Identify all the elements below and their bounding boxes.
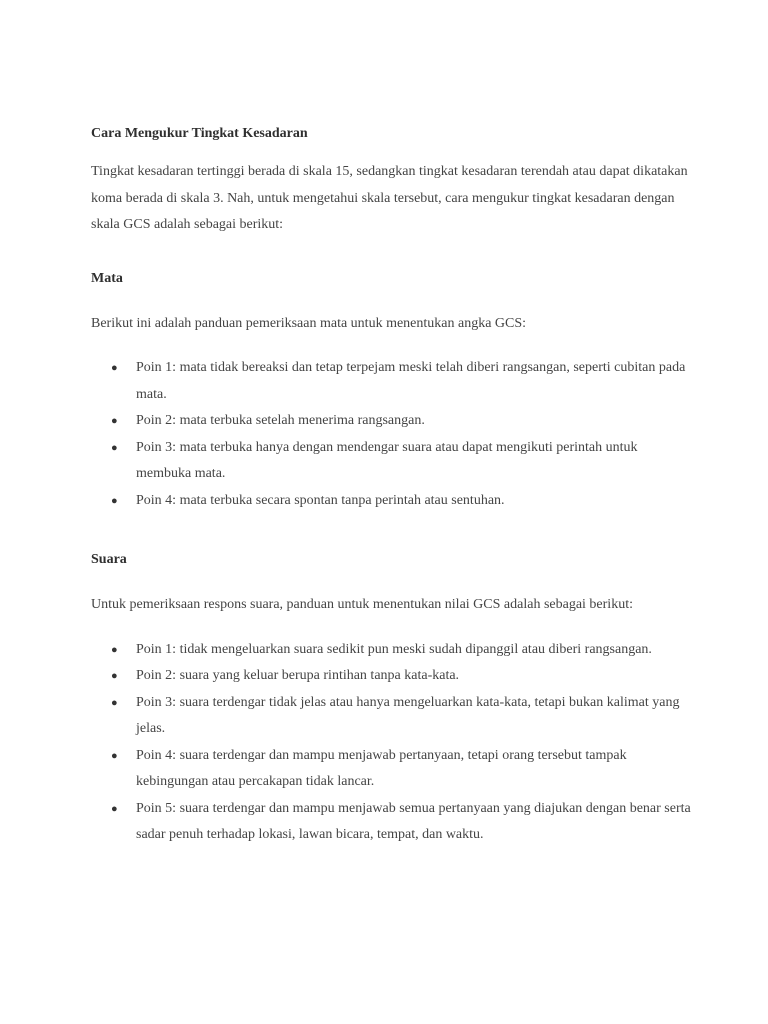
list-item — [91, 355, 691, 408]
bullet-icon: ● — [111, 696, 118, 709]
list-item-text: Poin 4: mata terbuka secara spontan tanpa perintah atau sentuhan. — [136, 492, 505, 508]
bullet-list-suara — [91, 637, 691, 849]
intro-paragraph: Tingkat kesadaran tertinggi berada di skala 15, sedangkan tingkat kesadaran terendah atau dapat dikatakan koma berada di skala 3. Nah, untuk mengetahui skala tersebut, cara mengukur tingkat kesadaran dengan skala GCS adalah sebagai berikut: — [91, 164, 688, 232]
list-item — [91, 408, 691, 435]
list-item-text: Poin 4: suara terdengar dan mampu menjawab pertanyaan, tetapi orang tersebut tampak kebingungan atau percakapan tidak lancar. — [136, 747, 627, 789]
list-item-text: Poin 2: mata terbuka setelah menerima rangsangan. — [136, 413, 425, 428]
bullet-icon: ● — [111, 494, 118, 507]
document-page — [91, 124, 691, 849]
bullet-icon: ● — [111, 415, 118, 427]
bullet-icon: ● — [111, 670, 118, 682]
document-title: Cara Mengukur Tingkat Kesadaran — [91, 126, 308, 141]
bullet-icon: ● — [111, 643, 118, 656]
section-description-suara: Untuk pemeriksaan respons suara, panduan untuk menentukan nilai GCS adalah sebagai berikut: — [91, 597, 633, 612]
list-item — [91, 637, 691, 664]
bullet-icon: ● — [111, 441, 118, 454]
list-item — [91, 488, 691, 515]
bullet-icon: ● — [111, 749, 118, 762]
list-item — [91, 743, 691, 796]
bullet-icon: ● — [111, 802, 118, 815]
bullet-icon: ● — [111, 362, 118, 374]
section-description-mata: Berikut ini adalah panduan pemeriksaan mata untuk menentukan angka GCS: — [91, 315, 527, 331]
section-heading-suara: Suara — [91, 552, 127, 567]
list-item — [91, 435, 691, 488]
list-item — [91, 796, 691, 849]
list-item-text: Poin 3: suara terdengar tidak jelas atau hanya mengeluarkan kata-kata, tetapi bukan kalimat yang jelas. — [136, 694, 680, 736]
list-item-text: Poin 3: mata terbuka hanya dengan mendengar suara atau dapat mengikuti perintah untuk membuka mata. — [136, 439, 638, 481]
list-item-text: Poin 5: suara terdengar dan mampu menjawab semua pertanyaan yang diajukan dengan benar serta sadar penuh terhadap lokasi, lawan bicara, tempat, dan waktu. — [136, 800, 691, 842]
list-item-text: Poin 2: suara yang keluar berupa rintihan tanpa kata-kata. — [136, 668, 460, 683]
list-item — [91, 690, 691, 743]
list-item-text: Poin 1: tidak mengeluarkan suara sedikit pun meski sudah dipanggil atau diberi rangsangan. — [136, 641, 652, 657]
list-item — [91, 663, 691, 690]
list-item-text: Poin 1: mata tidak bereaksi dan tetap terpejam meski telah diberi rangsangan, seperti cubitan pada mata. — [136, 360, 686, 402]
bullet-list-mata — [91, 355, 691, 514]
section-heading-mata: Mata — [91, 270, 123, 286]
